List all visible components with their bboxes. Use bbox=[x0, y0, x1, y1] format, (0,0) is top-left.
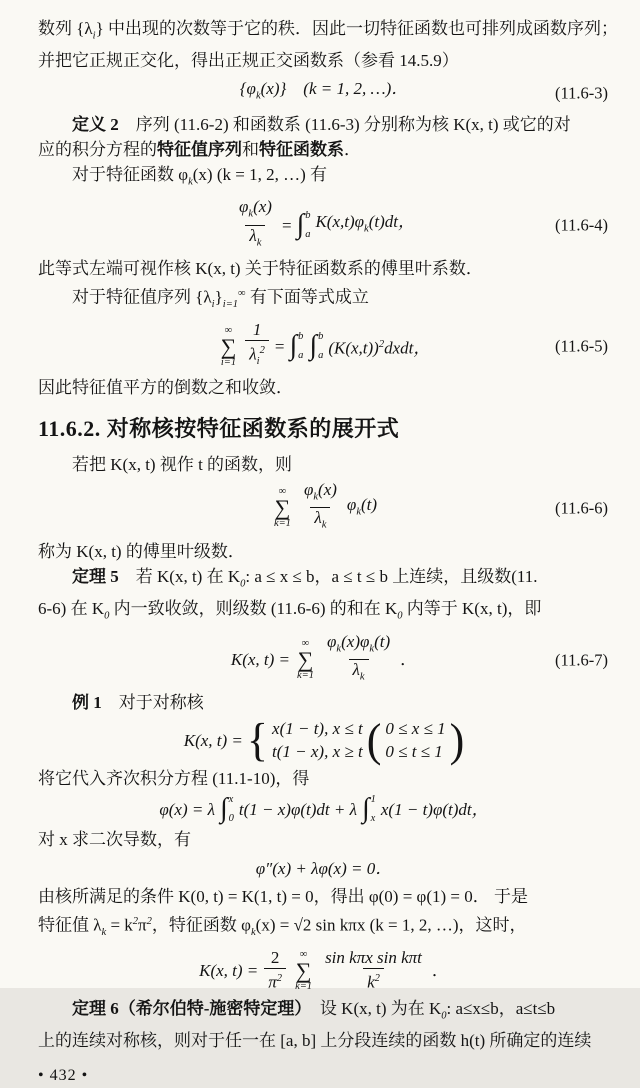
equation-11-6-3 bbox=[38, 73, 610, 111]
fraction-numerator: 1 bbox=[252, 320, 262, 339]
equation-ode bbox=[38, 852, 610, 884]
paragraph-convergence: 因此特征值平方的倒数之和收敛． bbox=[38, 378, 293, 398]
theorem-6-line-2: 上的连续对称核，则对于任一在 [a, b] 上分段连续的函数 h(t) 所确定的连续 bbox=[38, 1031, 592, 1051]
equation-lhs: K(x, t) = bbox=[183, 731, 243, 751]
intro-line-2: 并把它正规正交化，得出正规正交函数系（参看 14.5.9） bbox=[38, 51, 459, 71]
page-number: • 432 • bbox=[38, 1067, 89, 1085]
definition-2-text-mid: 和 bbox=[242, 139, 259, 159]
theorem-6-text: 设 K(x, t) 为在 $K_0$: a≤x≤b，a≤t≤b bbox=[302, 999, 556, 1022]
equation-lhs: K(x, t) = bbox=[230, 650, 291, 669]
fraction bbox=[245, 320, 269, 372]
summation-sign: ∞ ∑ i=1 bbox=[220, 324, 237, 368]
theorem-5-label: 定理 5 bbox=[72, 566, 119, 586]
equation-lhs: K(x, t) = bbox=[199, 961, 259, 981]
definition-2-line-1 bbox=[38, 112, 610, 137]
integral-sign: ∫ b a bbox=[296, 209, 311, 241]
section-heading: 11.6.2. 对称核按特征函数系的展开式 bbox=[38, 416, 400, 442]
equation-phi-integral bbox=[38, 791, 610, 827]
fraction: $\frac{\varphi_k(x)}{\lambda_k}$ bbox=[300, 480, 341, 536]
integral-sign: ∫ b a bbox=[289, 330, 304, 362]
summation-sign: ∞ ∑ k=1 bbox=[273, 486, 291, 530]
integral-lower-limit: a bbox=[305, 229, 311, 241]
sum-upper-limit: ∞ bbox=[224, 324, 233, 336]
equation-11-6-5 bbox=[38, 317, 610, 375]
period: ． bbox=[400, 650, 418, 669]
integral-sign: ∫ x 0 bbox=[219, 793, 234, 825]
paragraph-second-derivative: 对 x 求二次导数，有 bbox=[38, 830, 191, 850]
equals-sign: = bbox=[274, 336, 285, 356]
sum-lower-limit: i=1 bbox=[220, 356, 237, 368]
equation-body: φ″(x) + λφ(x) = 0． bbox=[255, 858, 393, 878]
definition-2-text-end: ． bbox=[344, 139, 361, 159]
theorem-5-line-1 bbox=[38, 564, 610, 596]
equation-11-6-4 bbox=[38, 194, 610, 256]
definition-2-text: 序列 (11.6-2) 和函数系 (11.6-3) 分别称为核 K(x, t) 或它的对 bbox=[118, 114, 571, 134]
equation-number-11-6-5: (11.6-5) bbox=[555, 336, 608, 356]
left-brace: { bbox=[246, 714, 269, 767]
fraction-denominator: $\lambda_k$ bbox=[245, 225, 265, 253]
theorem-6-label: 定理 6（希尔伯特-施密特定理） bbox=[72, 999, 303, 1019]
equation-pre: φ(x) = λ bbox=[159, 799, 215, 819]
equation-number-11-6-7: (11.6-7) bbox=[555, 650, 608, 669]
conditions-stack bbox=[385, 718, 445, 763]
summation-sign: ∞ ∑ k=1 bbox=[297, 638, 315, 681]
fraction: $\frac{\text{sin kπx sin kπt}}{k^2}$ bbox=[325, 948, 422, 993]
paragraph-called-fourier-series: 称为 K(x, t) 的傅里叶级数． bbox=[38, 541, 245, 561]
paragraph-fourier-coefficient: 此等式左端可视作核 K(x, t) 关于特征函数系的傅里叶系数． bbox=[38, 258, 483, 278]
fraction: $\frac{2}{\pi^2}$ bbox=[264, 948, 286, 993]
equation-11-6-6 bbox=[38, 477, 610, 539]
paragraph-substitute: 将它代入齐次积分方程 (11.1-10)，得 bbox=[38, 769, 310, 789]
condition-2: 0 ≤ t ≤ 1 bbox=[385, 742, 443, 762]
fraction-denominator: $\lambda_i^2$ bbox=[245, 340, 269, 372]
equation-end: x(1 − t)φ(t)dt， bbox=[380, 799, 489, 819]
intro-line-1: 数列 $\{\lambda_i\}$ 中出现的次数等于它的秩．因此一切特征函数也可排列成函数序列； bbox=[38, 19, 619, 42]
paragraph-for-eigenfunctions: 对于特征函数 $\varphi_k(x) (k = 1$, 2, …) 有 bbox=[72, 164, 327, 188]
equation-body: $\{\varphi_k(x)\}$ (k = 1, 2, …)． bbox=[239, 79, 409, 102]
integral-upper-limit: b bbox=[305, 210, 311, 222]
definition-2-line-2 bbox=[38, 137, 610, 162]
equation-number-11-6-3: (11.6-3) bbox=[555, 83, 608, 103]
definition-2-text-pre: 应的积分方程的 bbox=[38, 139, 157, 159]
theorem-5-line-2: 6-6) 在 $K_0$ 内一致收敛，则级数 (11.6-6) 的和在 $K_0$ 内等于 K(x, t)，即 bbox=[38, 599, 542, 622]
right-paren: ) bbox=[449, 714, 465, 767]
paragraph-for-eigenvalue-sequence: 对于特征值序列 $\{\lambda_i\}_{i=1}^\infty$ 有下面等式成立 bbox=[72, 287, 369, 310]
equals-sign: = bbox=[281, 215, 292, 235]
period: ． bbox=[431, 961, 449, 981]
equation-body: $\varphi_k(t)$ bbox=[346, 494, 378, 518]
paragraph-eigenvalues: 特征值 $\lambda_k = k^2\pi^2$，特征函数 $\varphi_k(x) = √2$ sin kπx (k = 1, 2, …)，这时， bbox=[38, 916, 527, 939]
case-1: x(1 − t), x ≤ t bbox=[272, 719, 363, 739]
definition-2-label: 定义 2 bbox=[72, 114, 119, 134]
example-1-label: 例 1 bbox=[72, 693, 102, 713]
case-2: t(1 − x), x ≥ t bbox=[272, 742, 363, 762]
example-1-text: 对于对称核 bbox=[101, 693, 204, 713]
term-eigenfunction-system: 特征函数系 bbox=[259, 139, 344, 159]
cases-stack bbox=[272, 718, 363, 763]
integral-sign: ∫ b a bbox=[309, 330, 324, 362]
equation-kernel-cases bbox=[38, 715, 610, 766]
paragraph-boundary-conditions: 由核所满足的条件 K(0, t) = K(1, t) = 0，得出 φ(0) = φ(1) = 0． 于是 bbox=[38, 887, 529, 907]
equation-mid: t(1 − x)φ(t)dt + λ bbox=[238, 799, 357, 819]
summation-sign: ∞ ∑ k=1 bbox=[295, 949, 313, 993]
equation-number-11-6-4: (11.6-4) bbox=[555, 215, 608, 235]
equation-number-11-6-6: (11.6-6) bbox=[555, 498, 608, 518]
example-1-line bbox=[38, 690, 610, 715]
paragraph-regard-as-function: 若把 K(x, t) 视作 t 的函数，则 bbox=[72, 455, 293, 475]
fraction: $\frac{\varphi_k(x)\varphi_k(t)}{\lambda_k}$ bbox=[323, 632, 394, 688]
fraction bbox=[235, 197, 276, 253]
condition-1: 0 ≤ x ≤ 1 bbox=[385, 719, 446, 739]
equation-11-6-7 bbox=[38, 629, 610, 691]
equation-kernel-expansion bbox=[38, 945, 610, 996]
equation-body: $(K(x,t))^2dxdt$， bbox=[328, 338, 431, 358]
fraction-numerator: $\varphi_k(x)$ bbox=[238, 197, 272, 220]
term-eigenvalue-sequence: 特征值序列 bbox=[157, 139, 242, 159]
theorem-6-line-1 bbox=[38, 996, 610, 1028]
left-paren: ( bbox=[366, 714, 382, 767]
integral-sign: ∫ 1 x bbox=[361, 793, 376, 825]
equation-body: $K(x,t)\varphi_k(t)dt$， bbox=[315, 211, 416, 235]
theorem-5-text: 若 K(x, t) 在 $K_0$: a ≤ x ≤ b，a ≤ t ≤ b 上连续，且级数(11. bbox=[118, 566, 538, 590]
